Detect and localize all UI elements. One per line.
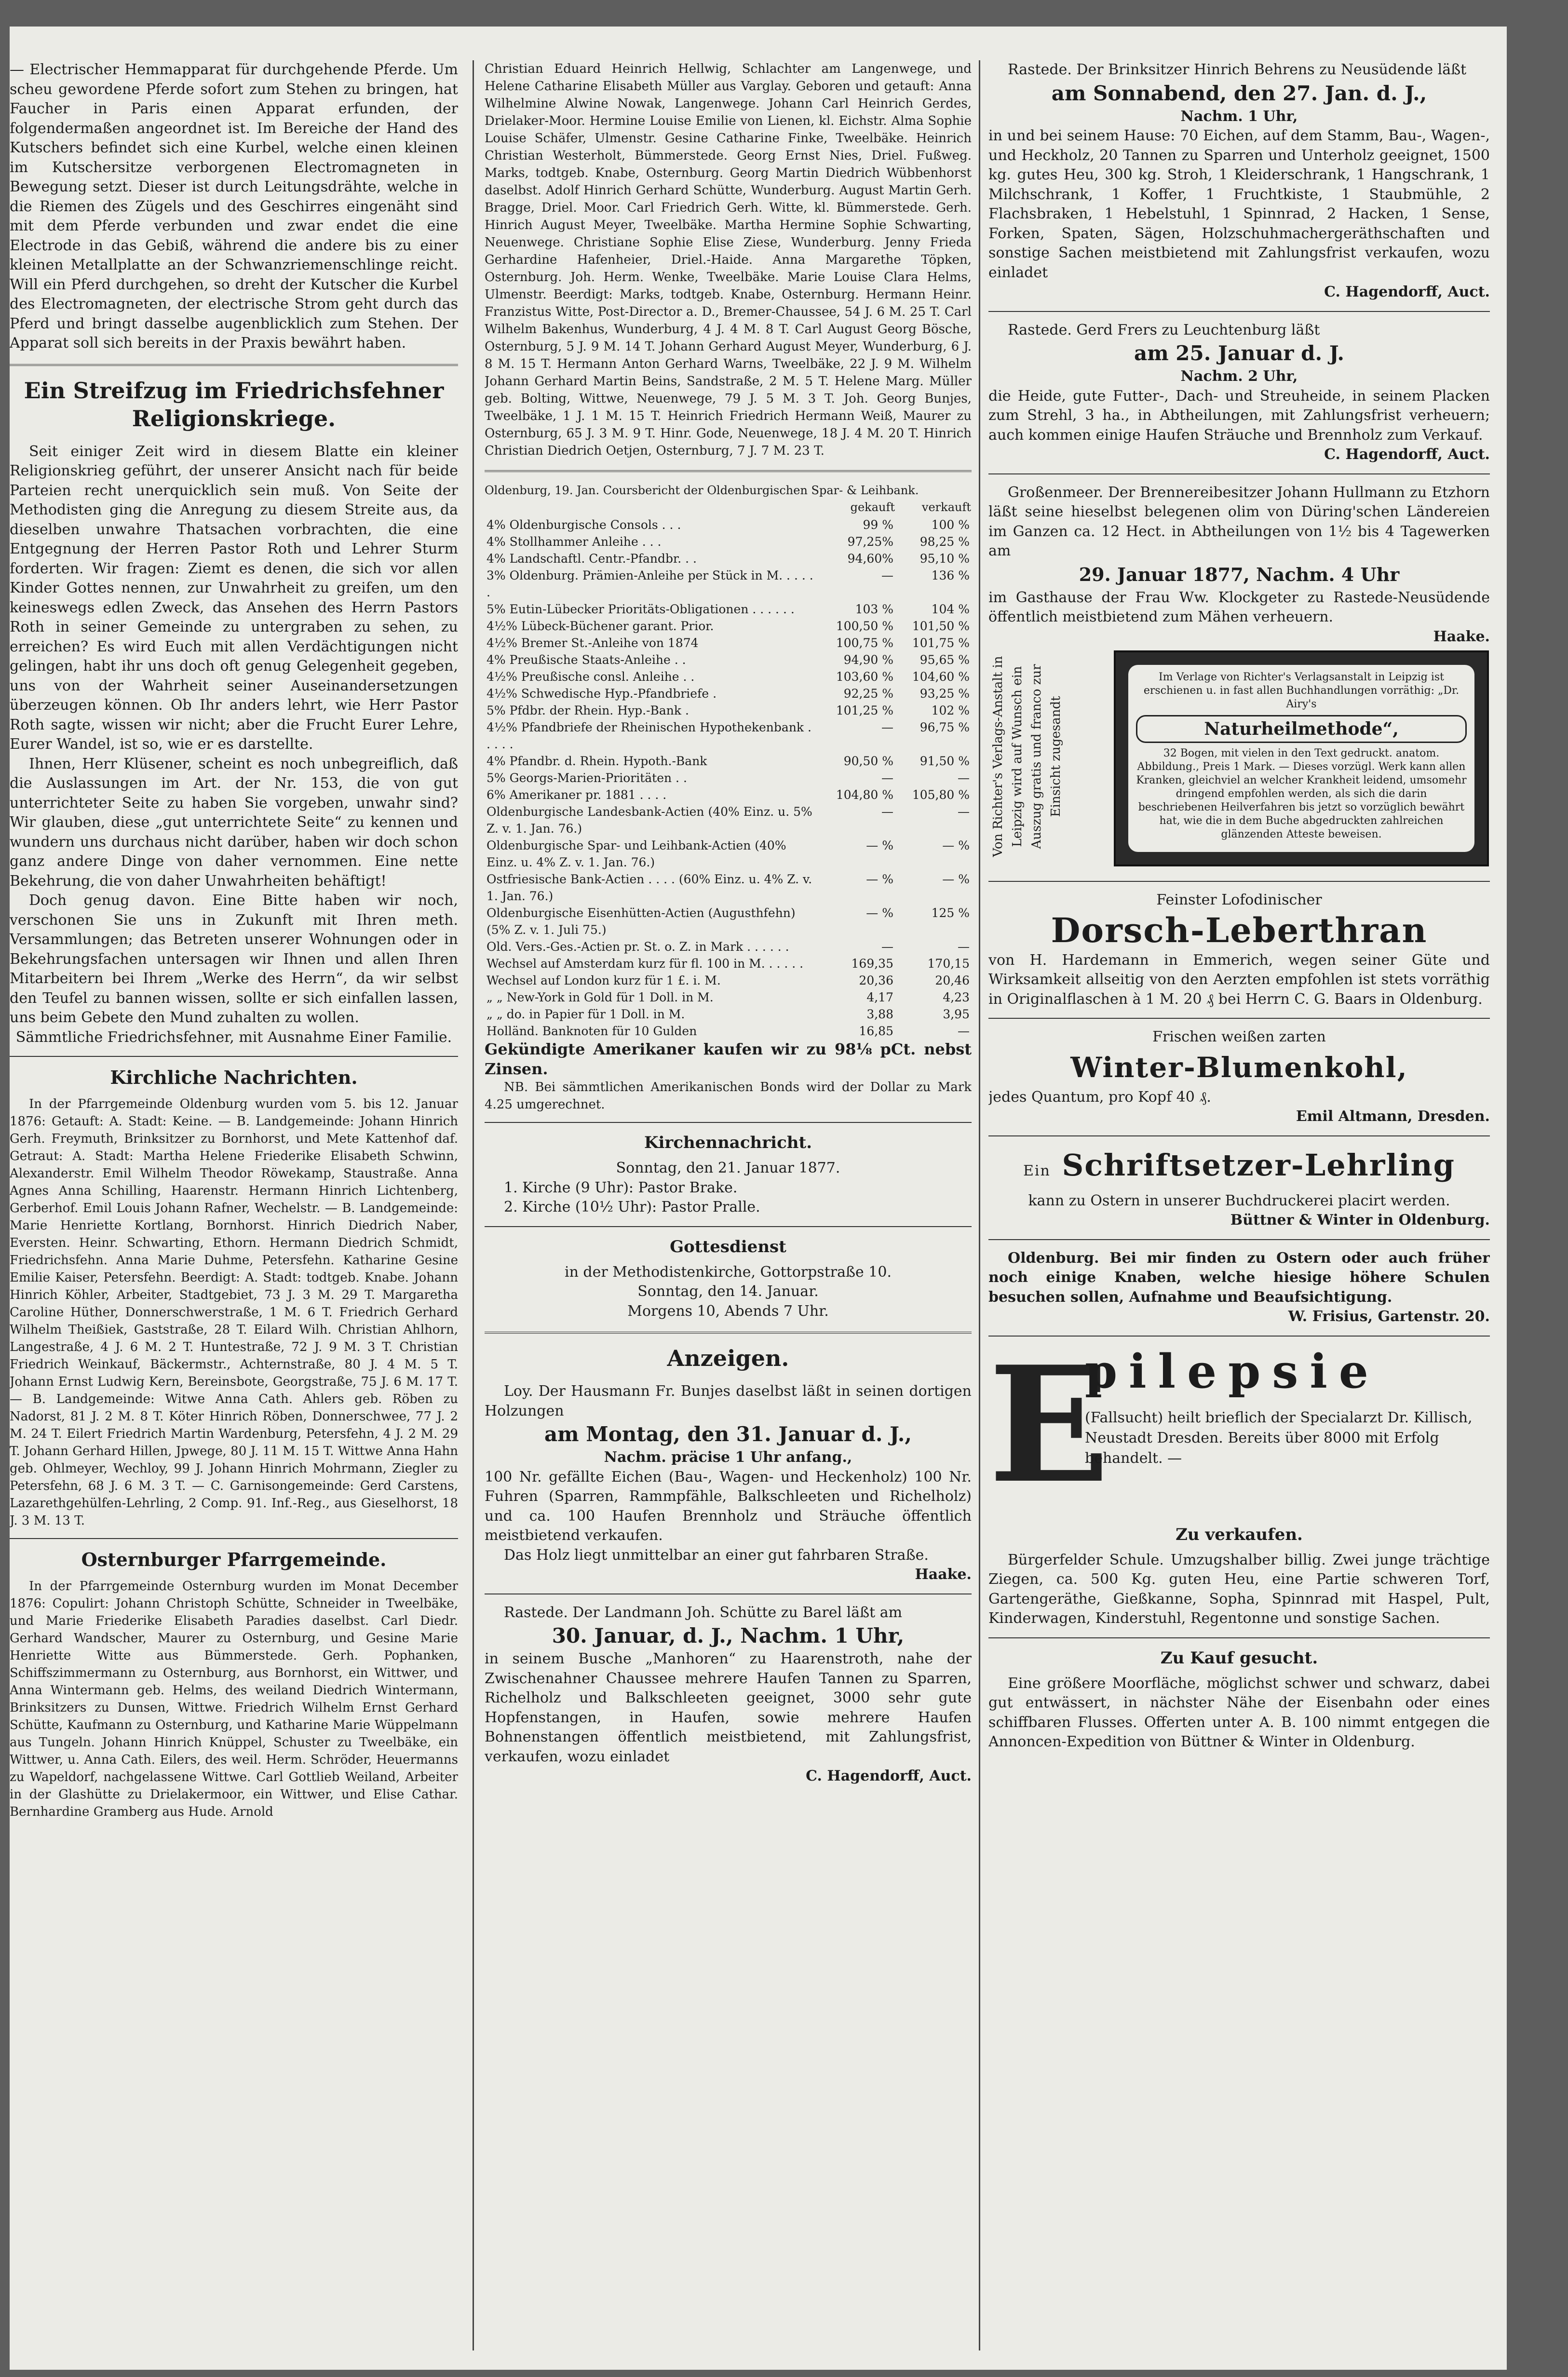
osternburg-text: In der Pfarrgemeinde Osternburg wurden im Monat December 1876: Copulirt: Johann Christoph Schütte, Schneider in Tweelbäke, und Marie Friederike Elisabeth Paradies daselbst. Carl Diedr. Gerhard Wandscher, Maurer zu Osternburg, und Gesine Marie Henriette Witte aus Bümmerstede. Gerh. Pophanken, Schiffszimmermann zu Osternburg, aus Bornhorst, ein Wittwer, und Anna Wintermann geb. Helms, des weiland Diedrich Wintermann, Brinksitzers zu Dunsen, Wittwe. Friedrich Wilhelm Ernst Gerhard Schütte, Kaufmann zu Osternburg, und Katharine Marie Wüppelmann aus Tungeln. Johann Hinrich Knüppel, Schuster zu Tweelbäke, ein Wittwer, u. Anna Cath. Eilers, des weil. Herm. Schröder, Heuermanns zu Wapeldorf, nachgelassene Wittwe. Carl Gottlieb Weiland, Arbeiter in der Glashütte zu Drielakermoor, ein Wittwer, und Elise Cathar. Bernhardine Gramberg aus Hude. Arnold (10, 1579, 458, 1819)
course-bought: 103,60 % (836, 670, 893, 684)
coursbericht-head: Oldenburg, 19. Jan. Coursbericht der Oldenburgischen Spar- & Leihbank. (485, 484, 919, 497)
rastede-ad-intro: Rastede. Der Landmann Joh. Schütte zu Barel läßt am (504, 1604, 903, 1621)
advert-intro: Im Verlage von Richter's Verlagsanstalt in Leipzig ist erschienen u. in fast allen Buchhandlungen vorräthig: „Dr. Airy's (1143, 671, 1460, 710)
course-security: 4% Oldenburgische Consols . . . (487, 518, 681, 532)
frers-ad-time: Nachm. 2 Uhr, (1180, 368, 1298, 385)
course-security: 4½% Preußische consl. Anleihe . . (487, 670, 695, 684)
behrens-ad-time: Nachm. 1 Uhr, (1180, 108, 1298, 125)
course-row (485, 770, 972, 786)
course-security: Wechsel auf London kurz für 1 £. i. M. (487, 973, 721, 987)
blumenkohl-signature: Emil Altmann, Dresden. (1296, 1108, 1490, 1125)
course-security: 5% Eutin-Lübecker Prioritäts-Obligationen . . . . . . (487, 602, 795, 616)
course-sold: 91,50 % (919, 754, 970, 768)
rastede-ad-body: in seinem Busche „Manhoren“ zu Haarenstroth, nahe der Zwischenahner Chaussee mehrere Haufen Tannen zu Sparren, Richelholz und Balkschleeten geeignet, 3000 sehr gute Hopfenstangen, in Haufen, sowie mehrere Haufen Bohnenstangen öffentlich meistbietend, mit Zahlungsfrist, verkaufen, wozu einladet (485, 1650, 972, 1765)
kirchennachricht-title: Kirchennachricht. (644, 1133, 812, 1152)
epilepsie-body: (Fallsucht) heilt brieflich der Specialarzt Dr. Killisch, Neustadt Dresden. Bereits über 8000 mit Erfolg behandelt. — (1085, 1409, 1473, 1467)
schriftsetzer-title: Schriftsetzer-Lehrling (1062, 1147, 1455, 1183)
newspaper-page (10, 27, 1507, 2370)
course-row (485, 685, 972, 702)
divider (485, 1122, 972, 1123)
advert-body: 32 Bogen, mit vielen in den Text gedruckt. anatom. Abbildung., Preis 1 Mark. — Dieses vorzügl. Werk kann allen Kranken, gleichviel an welcher Krankheit leidend, umsomehr dringend empfohlen werden, als sich die darin beschriebenen Heilverfahren bis jetzt so vorzüglich bewährt hat, wie die in dem Buche abgedruckten zahlreichen glänzenden Atteste beweisen. (1136, 747, 1467, 840)
dorsch-title: Dorsch-Leberthran (1051, 910, 1428, 950)
course-bought: 97,25% (847, 535, 893, 549)
course-row (485, 668, 972, 685)
amerikaner-nb: NB. Bei sämmtlichen Amerikanischen Bonds wird der Dollar zu Mark 4.25 umgerechnet. (485, 1080, 972, 1112)
course-row (485, 702, 972, 719)
kirchliche-title: Kirchliche Nachrichten. (110, 1067, 358, 1088)
hullmann-ad-body: im Gasthause der Frau Ww. Klockgeter zu Rastede-Neusüdende öffentlich meistbietend zum Mähen verheuern. (988, 589, 1490, 625)
blumenkohl-title: Winter-Blumenkohl, (1070, 1051, 1408, 1084)
loy-ad-body: 100 Nr. gefällte Eichen (Bau-, Wagen- und Heckenholz) 100 Nr. Fuhren (Sparren, Rammpfähle, Balkschleeten und Richelholz) und ca. 100 Haufen Brennholz und Sträuche öffentlich meistbietend verkaufen. (485, 1468, 972, 1544)
advert-frame (1114, 650, 1489, 866)
course-row (485, 651, 972, 668)
course-sold: 101,50 % (912, 619, 970, 633)
course-row (485, 719, 972, 753)
loy-ad-intro: Loy. Der Hausmann Fr. Bunjes daselbst läßt in seinen dortigen Holzungen (485, 1383, 972, 1419)
course-bought: 169,35 (851, 957, 893, 971)
course-sold: — (958, 940, 970, 954)
divider (988, 881, 1490, 882)
course-bought: 90,50 % (843, 754, 893, 768)
course-row (485, 989, 972, 1006)
streifzug-title: Ein Streifzug im Friedrichsfehner Religionskriege. (24, 377, 444, 432)
course-row (485, 837, 972, 871)
column-rule (979, 60, 980, 2350)
course-security: 5% Georgs-Marien-Prioritäten . . (487, 771, 687, 785)
dorsch-small: Feinster Lofodinischer (1156, 891, 1322, 908)
rastede-ad-date: 30. Januar, d. J., Nachm. 1 Uhr, (552, 1624, 905, 1648)
course-sold: 102 % (931, 703, 970, 717)
behrens-ad-signature: C. Hagendorff, Auct. (1324, 284, 1490, 300)
schriftsetzer-body: kann zu Ostern in unserer Buchdruckerei placirt werden. (1028, 1192, 1450, 1209)
naturheil-advert (988, 650, 1490, 872)
course-bought: — % (866, 838, 893, 852)
course-sold: 4,23 (943, 990, 970, 1004)
course-sold: — (958, 771, 970, 785)
course-security: 4% Stollhammer Anleihe . . . (487, 535, 662, 549)
divider (988, 1018, 1490, 1019)
course-security: Oldenburgische Eisenhütten-Actien (Augusthfehn) (5% Z. v. 1. Juli 75.) (487, 906, 796, 937)
divider (10, 1056, 458, 1057)
streifzug-paragraph: Doch genug davon. Eine Bitte haben wir noch, verschonen Sie uns in Zukunft mit Ihren meth. Versammlungen; das Betreten unserer Wohnungen oder in Bekehrungsfachen untersagen wir Ihnen und allen Ihren Mitarbeitern bei Ihrem „Werke des Herrn“, da wir selbst den Teufel zu bannen wissen, sollte er sich einfallen lassen, uns beim Gebete den Mund zuhalten zu wollen. (10, 892, 458, 1026)
course-security: 4% Pfandbr. d. Rhein. Hypoth.-Bank (487, 754, 707, 768)
course-security: 3% Oldenburg. Prämien-Anleihe per Stück in M. . . . . . (487, 568, 813, 599)
gottesdienst-line: Morgens 10, Abends 7 Uhr. (627, 1302, 829, 1320)
col-verkauft: verkauft (921, 500, 971, 514)
divider (485, 470, 972, 472)
course-row (485, 635, 972, 651)
rastede-ad-signature: C. Hagendorff, Auct. (806, 1768, 972, 1784)
col-gekauft: gekauft (850, 500, 895, 514)
course-row (485, 938, 972, 955)
course-row (485, 567, 972, 601)
course-bought: — (881, 771, 893, 785)
gottesdienst-title: Gottesdienst (670, 1237, 786, 1256)
course-bought: 4,17 (866, 990, 893, 1004)
column-rule (473, 60, 474, 2350)
course-bought: — (881, 720, 893, 734)
loy-ad-signature: Haake. (915, 1566, 972, 1583)
gottesdienst-line: Sonntag, den 14. Januar. (637, 1283, 819, 1300)
behrens-ad-date: am Sonnabend, den 27. Jan. d. J., (1051, 81, 1427, 105)
course-sold: 96,75 % (919, 720, 970, 734)
epilepsie-advert (988, 1331, 1490, 1519)
course-row (485, 533, 972, 550)
course-security: Old. Vers.-Ges.-Actien pr. St. o. Z. in Mark . . . . . . (487, 940, 789, 954)
course-security: Holländ. Banknoten für 10 Gulden (487, 1024, 697, 1038)
divider (10, 1538, 458, 1539)
divider (988, 311, 1490, 312)
course-security: „ „ New-York in Gold für 1 Doll. in M. (487, 990, 714, 1004)
hullmann-ad-signature: Haake. (1433, 628, 1490, 645)
course-sold: 100 % (931, 518, 970, 532)
course-sold: 105,80 % (912, 788, 970, 802)
course-bought: — (881, 940, 893, 954)
course-bought: 92,25 % (843, 687, 893, 701)
zu-verkaufen-body: Bürgerfelder Schule. Umzugshalber billig. Zwei junge trächtige Ziegen, ca. 500 Kg. guten Heu, eine Partie schweren Torf, Gartengeräthe, Gießkanne, Sopha, Spinnrad mit Haspel, Pult, Kinderwagen, Kinderstuhl, Regentonne und sonstige Sachen. (988, 1551, 1490, 1627)
frers-ad-intro: Rastede. Gerd Frers zu Leuchtenburg läßt (1008, 321, 1320, 338)
course-row (485, 905, 972, 938)
course-security: Oldenburgische Landesbank-Actien (40% Einz. u. 5% Z. v. 1. Jan. 76.) (487, 805, 812, 836)
coursbericht-table (485, 499, 972, 1040)
schriftsetzer-signature: Büttner & Winter in Oldenburg. (1230, 1212, 1490, 1229)
loy-ad-note: Das Holz liegt unmittelbar an einer gut fahrbaren Straße. (504, 1546, 929, 1564)
streifzug-signature: Sämmtliche Friedrichsfehner, mit Ausnahme Einer Familie. (15, 1028, 452, 1046)
divider (10, 364, 458, 366)
course-row (485, 1006, 972, 1023)
course-bought: — (881, 805, 893, 819)
hullmann-ad-date: 29. Januar 1877, Nachm. 4 Uhr (1079, 563, 1400, 585)
anzeigen-title: Anzeigen. (667, 1345, 789, 1371)
kirchennachricht-date: Sonntag, den 21. Januar 1877. (616, 1160, 840, 1176)
course-sold: — (958, 1024, 970, 1038)
course-sold: — % (942, 872, 970, 886)
course-bought: 3,88 (866, 1007, 893, 1021)
course-sold: 95,65 % (919, 653, 970, 667)
course-bought: — % (866, 872, 893, 886)
course-row (485, 955, 972, 972)
course-sold: 20,46 (935, 973, 970, 987)
behrens-ad-intro: Rastede. Der Brinksitzer Hinrich Behrens zu Neusüdende läßt (1008, 61, 1467, 78)
frers-ad-date: am 25. Januar d. J. (1134, 341, 1344, 365)
course-bought: 94,90 % (843, 653, 893, 667)
course-security: 4½% Bremer St.-Anleihe von 1874 (487, 636, 699, 650)
dorsch-body: von H. Hardemann in Emmerich, wegen seiner Güte und Wirksamkeit allseitig von den Aerzten empfohlen ist stets vorräthig in Originalflaschen à 1 M. 20 ₰ bei Herrn C. G. Baars in Oldenburg. (988, 951, 1490, 1008)
course-bought: 100,50 % (836, 619, 893, 633)
frisius-ad-signature: W. Frisius, Gartenstr. 20. (1288, 1308, 1490, 1325)
column-left (10, 60, 458, 2355)
amerikaner-notice: Gekündigte Amerikaner kaufen wir zu 98⅛ pCt. nebst Zinsen. (485, 1040, 972, 1078)
column-middle (485, 60, 972, 2355)
course-security: 4% Landschaftl. Centr.-Pfandbr. . . (487, 552, 697, 566)
course-sold: — % (942, 838, 970, 852)
course-row (485, 516, 972, 533)
course-sold: 125 % (931, 906, 970, 920)
divider (988, 1239, 1490, 1240)
epilepsie-title: pilepsie (1085, 1344, 1380, 1399)
frisius-ad-body: Oldenburg. Bei mir finden zu Ostern oder auch früher noch einige Knaben, welche hiesige höhere Schulen besuchen sollen, Aufnahme und Beaufsichtigung. (988, 1249, 1490, 1306)
course-bought: 16,85 (859, 1024, 893, 1038)
course-security: 4% Preußische Staats-Anleihe . . (487, 653, 686, 667)
gottesdienst-line: in der Methodistenkirche, Gottorpstraße 10. (564, 1263, 892, 1281)
zu-kauf-body: Eine größere Moorfläche, möglichst schwer und schwarz, dabei gut entwässert, in nächster Nähe der Eisenbahn oder eines schiffbaren Flusses. Offerten unter A. B. 100 nimmt entgegen die Annoncen-Expedition von Büttner & Winter in Oldenburg. (988, 1675, 1490, 1750)
blumenkohl-body: jedes Quantum, pro Kopf 40 ₰. (988, 1088, 1211, 1106)
kirchennachricht-line: 1. Kirche (9 Uhr): Pastor Brake. (504, 1179, 738, 1196)
frers-ad-signature: C. Hagendorff, Auct. (1324, 446, 1490, 463)
course-sold: 98,25 % (919, 535, 970, 549)
course-row (485, 601, 972, 618)
hullmann-ad-intro: Großenmeer. Der Brennereibesitzer Johann Hullmann zu Etzhorn läßt seine hieselbst belegenen olim von Düring'schen Ländereien im Ganzen ca. 12 Hect. in Abtheilungen von 1½ bis 4 Tagewerken am (988, 484, 1490, 559)
course-security: Oldenburgische Spar- und Leihbank-Actien (40% Einz. u. 4% Z. v. 1. Jan. 76.) (487, 838, 786, 869)
schrift-ein: Ein (1023, 1162, 1051, 1179)
zu-kauf-title: Zu Kauf gesucht. (1160, 1648, 1318, 1668)
course-row (485, 753, 972, 770)
course-sold: 104 % (931, 602, 970, 616)
course-security: 4½% Schwedische Hyp.-Pfandbriefe . (487, 687, 717, 701)
frers-ad-body: die Heide, gute Futter-, Dach- und Streuheide, in seinem Placken zum Strehl, 3 ha., in Abtheilungen, mit Zahlungsfrist verheuern; auch kommen einige Haufen Sträuche und Brennholz zum Verkauf. (988, 387, 1490, 444)
course-security: 4½% Lübeck-Büchener garant. Prior. (487, 619, 714, 633)
divider (988, 473, 1490, 474)
course-row (485, 618, 972, 635)
course-sold: 3,95 (943, 1007, 970, 1021)
course-bought: 100,75 % (836, 636, 893, 650)
streifzug-paragraph: Ihnen, Herr Klüsener, scheint es noch unbegreiflich, daß die Auslassungen im Art. der Nr. 153, die von gut unterrichteter Seite zu haben Sie vorgeben, unwahr sind? Wir glauben, diese „gut unterrichtete Seite“ zu kennen und wundern uns durchaus nicht darüber, haben wir doch schon ganz andere Dinge von daher vernommen. Eine nette Bekehrung, die von daher Unwahrheiten behäftigt! (10, 755, 458, 890)
divider (485, 1226, 972, 1227)
course-bought: 94,60% (847, 552, 893, 566)
divider (988, 1637, 1490, 1638)
epilepsie-initial: E (988, 1331, 1110, 1518)
course-sold: 101,75 % (912, 636, 970, 650)
course-bought: 99 % (863, 518, 893, 532)
course-row (485, 1023, 972, 1040)
course-sold: 136 % (931, 568, 970, 582)
course-bought: — (881, 568, 893, 582)
course-security: „ „ do. in Papier für 1 Doll. in M. (487, 1007, 685, 1021)
course-row (485, 972, 972, 989)
course-sold: 93,25 % (919, 687, 970, 701)
course-sold: 170,15 (927, 957, 970, 971)
course-row (485, 803, 972, 837)
behrens-ad-body: in und bei seinem Hause: 70 Eichen, auf dem Stamm, Bau-, Wagen-, und Heckholz, 20 Tannen zu Sparren und Unterholz geeignet, 1500 kg. gutes Heu, 300 kg. Stroh, 1 Kleiderschrank, 1 Hangschrank, 1 Milchschrank, 1 Koffer, 1 Fruchtkiste, 1 Staubmühle, 2 Flachsbraken, 1 Hebelstuhl, 1 Spinnrad, 2 Hacken, 1 Sense, Forken, Spaten, Sägen, Holzschuhmachergeräthschaften und sonstige Sachen meistbietend mit Zahlungsfrist verkaufen, wozu einladet (988, 127, 1490, 281)
zu-verkaufen-title: Zu verkaufen. (1176, 1525, 1303, 1544)
course-sold: 95,10 % (919, 552, 970, 566)
course-sold: — (958, 805, 970, 819)
loy-ad-date: am Montag, den 31. Januar d. J., (544, 1422, 912, 1446)
course-row (485, 871, 972, 905)
advert-title: Naturheilmethode“, (1136, 715, 1467, 743)
course-security: 5% Pfdbr. der Rhein. Hyp.-Bank . (487, 703, 689, 717)
course-bought: — % (866, 906, 893, 920)
course-sold: 104,60 % (912, 670, 970, 684)
course-bought: 101,25 % (836, 703, 893, 717)
column-right (988, 60, 1490, 2355)
course-row (485, 550, 972, 567)
course-row (485, 786, 972, 803)
streifzug-paragraph: Seit einiger Zeit wird in diesem Blatte ein kleiner Religionskrieg geführt, der unserer Ansicht nach für beide Parteien recht unerquicklich sein muß. Von Seite der Methodisten ging die Anregung zu diesem Streite aus, da dieselben unwahre Thatsachen vorbrachten, die eine Entgegnung der Herren Pastor Roth und Lehrer Sturm forderten. Wir fragen: Ziemt es denen, die sich vor allen Kinder Gottes nennen, zur Unwahrheit zu greifen, um den keineswegs edlen Zweck, das Ansehen des Herrn Pastors Roth in seiner Gemeinde zu untergraben zu sehen, zu erreichen? Es wird Euch mit allen Verdächtigungen nicht gelingen, habt ihr uns doch oft genug Gelegenheit gegeben, uns von der Wahrheit seiner Auseinandersetzungen überzeugen können. Ob Ihr anders lehrt, wie Herr Pastor Roth sagte, wissen wir nicht; aber die Frucht Eurer Lehre, Eurer Wandel, ist so, wie er es darstellte. (10, 443, 458, 753)
parish-records-cont: Christian Eduard Heinrich Hellwig, Schlachter am Langenwege, und Helene Catharine Elisabeth Müller aus Varglay. Geboren und getauft: Anna Wilhelmine Alwine Nowak, Langenwege. Johann Carl Heinrich Gerdes, Drielaker-Moor. Hermine Louise Emilie von Lienen, kl. Eichstr. Alma Sophie Louise Schäfer, Ulmenstr. Gesine Catharine Finke, Tweelbäke. Heinrich Christian Westerholt, Bümmerstede. Georg Ernst Nies, Driel. Fußweg. Marks, todtgeb. Knabe, Osternburg. Georg Martin Diedrich Wübbenhorst daselbst. Adolf Hinrich Gerhard Schütte, Wunderburg. August Martin Gerh. Bragge, Driel. Moor. Carl Friedrich Gerh. Witte, kl. Bümmerstede. Gerh. Hinrich August Meyer, Tweelbäke. Martha Hermine Sophie Schwarting, Neuenwege. Christiane Sophie Elise Ziese, Wunderburg. Jenny Frieda Gerhardine Hafenheier, Driel.-Haide. Anna Margarethe Töpken, Osternburg. Joh. Herm. Wenke, Tweelbäke. Marie Louise Clara Helms, Ulmenstr. Beerdigt: Marks, todtgeb. Knabe, Osternburg. Hermann Heinr. Franzistus Witte, Post-Director a. D., Bremer-Chaussee, 54 J. 6 M. 25 T. Carl Wilhelm Bakenhus, Wunderburg, 4 J. 4 M. 8 T. Carl August Georg Bösche, Osternburg, 5 J. 9 M. 14 T. Johann Gerhard August Meyer, Wunderburg, 6 J. 8 M. 15 T. Hermann Anton Gerhard Warns, Tweelbäke, 22 J. 9 M. Wilhelm Johann Gerhard Martin Beins, Sandstraße, 2 M. 5 T. Helene Marg. Müller geb. Bolting, Wittwe, Neuenwege, 79 J. 5 M. 3 T. Joh. Georg Bunjes, Tweelbäke, 1 J. 1 M. 15 T. Heinrich Friedrich Hermann Weiß, Maurer zu Osternburg, 65 J. 3 M. 9 T. Hinr. Gode, Neuenwege, 18 J. 4 M. 20 T. Hinrich Christian Diedrich Oetjen, Osternburg, 7 J. 7 M. 23 T. (485, 62, 972, 458)
course-security: 4½% Pfandbriefe der Rheinischen Hypothekenbank . . . . . (487, 720, 811, 751)
divider (485, 1332, 972, 1334)
course-bought: 104,80 % (836, 788, 893, 802)
kirchliche-text: In der Pfarrgemeinde Oldenburg wurden vom 5. bis 12. Januar 1876: Getauft: A. Stadt: Keine. — B. Landgemeinde: Johann Hinrich Gerh. Freymuth, Brinksitzer zu Bornhorst, und Mete Kattenhof daf. Getraut: A. Stadt: Martha Helene Friederike Elisabeth Schwinn, Alexanderstr. Emil Wilhelm Theodor Röwekamp, Staustraße. Anna Agnes Anna Schilling, Haarenstr. Hermann Hinrich Lichtenberg, Gerberhof. Emil Louis Johann Rafner, Wechelstr. — B. Landgemeinde: Marie Henriette Kortlang, Bornhorst. Hinrich Diedrich Naber, Eversten. Heinr. Schwarting, Ethorn. Hermann Diedrich Schmidt, Friedrichsfehn. Anna Marie Duhme, Petersfehn. Katharine Gesine Emilie Kaiser, Petersfehn. Beerdigt: A. Stadt: todtgeb. Knabe. Johann Hinrich Köhler, Arbeiter, Stadtgebiet, 73 J. 3 M. 29 T. Margaretha Caroline Hüther, Donnerschwerstraße, 1 M. 6 T. Friedrich Gerhard Wilhelm Theißiek, Gaststraße, 28 T. Eilard Wilh. Christian Ahlhorn, Langestraße, 4 J. 6 M. 2 T. Huntestraße, 72 J. 9 M. 3 T. Christian Friedrich Weinkauf, Bäckermstr., Achternstraße, 80 J. 4 M. 5 T. Johann Ernst Ludwig Kern, Bereinsbote, Georgstraße, 75 J. 6 M. 17 T. — B. Landgemeinde: Witwe Anna Cath. Ahlers geb. Röben zu Nadorst, 81 J. 2 M. 8 T. Köter Hinrich Röben, Donnerschwee, 77 J. 2 M. 24 T. Eilert Friedrich Martin Wardenburg, Petersfehn, 4 J. 2 M. 29 T. Johann Gerhard Hillen, Jpwege, 80 J. 11 M. 15 T. Wittwe Anna Hahn geb. Ohlmeyer, Wechloy, 99 J. Johann Hinrich Mohrmann, Ziegler zu Petersfehn, 68 J. 6 M. 3 T. — C. Garnisongemeinde: Gerd Carstens, Lazarethgehülfen-Lehrling, 2 Comp. 91. Inf.-Reg., aus Gieselhorst, 18 J. 3 M. 13 T. (10, 1097, 458, 1528)
course-bought: 20,36 (859, 973, 893, 987)
blumenkohl-small: Frischen weißen zarten (1152, 1028, 1326, 1045)
course-security: Ostfriesische Bank-Actien . . . . (60% Einz. u. 4% Z. v. 1. Jan. 76.) (487, 872, 812, 903)
loy-ad-time: Nachm. präcise 1 Uhr anfang., (604, 1449, 852, 1466)
divider (988, 1135, 1490, 1136)
kirchennachricht-line: 2. Kirche (10½ Uhr): Pastor Pralle. (504, 1199, 760, 1216)
osternburg-title: Osternburger Pfarrgemeinde. (81, 1549, 387, 1570)
hemmapparat-article: — Electrischer Hemmapparat für durchgehende Pferde. Um scheu gewordene Pferde sofort zum Stehen zu bringen, hat Faucher in Paris einen Apparat erfunden, der folgendermaßen angeordnet ist. Im Bereiche der Hand des Kutschers befindet sich eine Kurbel, welche einen kleinen im Kutschersitze verborgenen Electromagneten in Bewegung setzt. Dieser ist durch Leitungsdrähte, welche in die Riemen des Zügels und des Geschirres eingenäht sind mit dem Pferde verbunden und zwar endet die eine Electrode in das Gebiß, während die andere bis zu einer kleinen Metallplatte an der Schwanzriemenschlinge reicht. Will ein Pferd durchgehen, so dreht der Kutscher die Kurbel des Electromagneten, der electrische Strom geht durch das Pferd und bringt dasselbe augenblicklich zum Stehen. Der Apparat soll sich bereits in der Praxis bewährt haben. (10, 61, 458, 351)
course-bought: 103 % (855, 602, 893, 616)
course-security: Wechsel auf Amsterdam kurz für fl. 100 in M. . . . . . (487, 957, 804, 971)
advert-side-text: Von Richter's Verlags-Anstalt in Leipzig wird auf Wunsch ein Auszug gratis und franco zur Einsicht zugesandt (991, 656, 1063, 857)
course-security: 6% Amerikaner pr. 1881 . . . . (487, 788, 667, 802)
